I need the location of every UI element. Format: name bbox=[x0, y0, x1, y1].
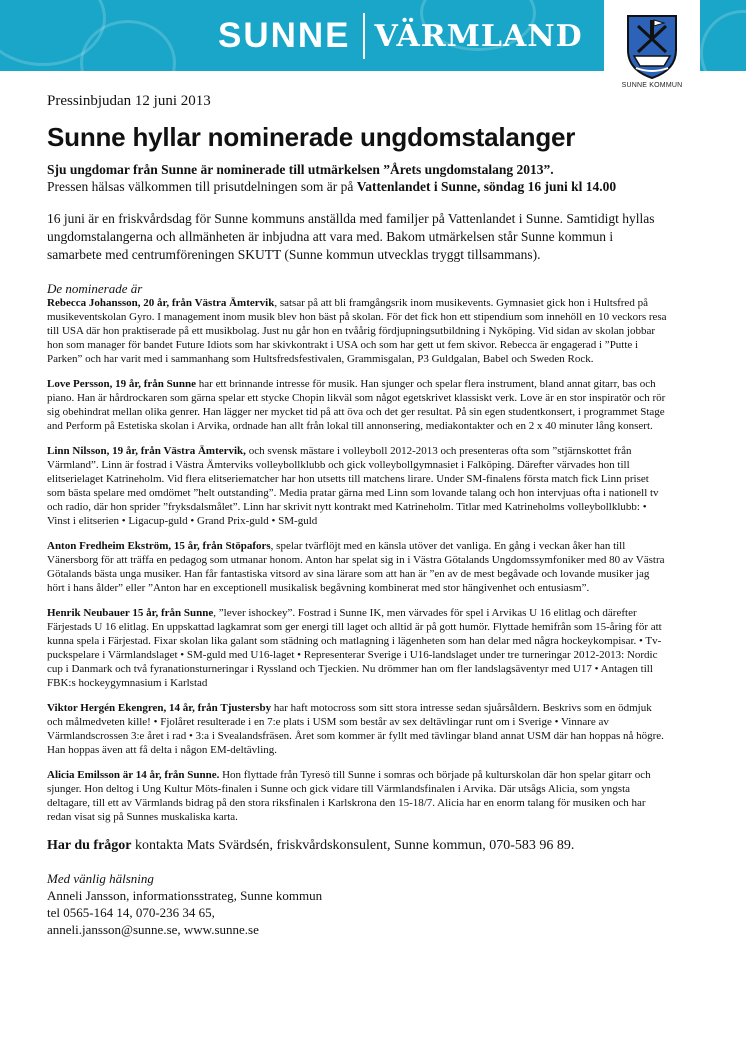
lead-place: Vattenlandet i Sunne, söndag 16 juni kl 14.00 bbox=[356, 179, 617, 194]
nominee-text: har haft motocross som sitt stora intresse sedan sjuårsåldern. Beskrivs som en ödmjuk och målmedveten kille! • Fjolåret resulterade i en 7:e plats i USM som består av sex deltävlingar runt om i Sverige • Vinnare av Värmlandscrossen 3:e året i rad • 3:a i Svealandsfräsen. Året som kommer är fyllt med tävlingar bland annat USM där han hoppas nå högre. Han hoppas även att få delta i någon EM-deltävling. bbox=[47, 702, 664, 756]
logo-caption: SUNNE KOMMUN bbox=[621, 82, 683, 89]
nominee-paragraph bbox=[47, 296, 667, 366]
nominee-name: Alicia Emilsson är 14 år, från Sunne. bbox=[47, 769, 220, 781]
nominee-paragraph bbox=[47, 377, 667, 433]
signature bbox=[47, 870, 667, 938]
brand-divider bbox=[363, 13, 365, 59]
nominee-text: , satsar på att bli framgångsrik inom musikevents. Gymnasiet gick hon i Hultsfred på musikeventskolan Gyro. I management inom musik blev hon bäst på skolan. För det fick hon ett stipendium som innehöll en 10 veckors resa till USA där hon praktiserade på ett musikbolag. Just nu går hon en tvåårig fördjupningsutbildning i Nyköping. Vid sidan av skolan jobbar hon som manager för bandet Future Idiots som har skivkontrakt i USA och som har gett ut fem skivor. Rebecca är engagerad i ”Putte i Parken” och har varit med i sammanhang som Hultsfredsfestivalen, Grammisgalan, P3 Guldgalan, Babel och Sweden Rock. bbox=[47, 297, 667, 365]
nominee-text: och svensk mästare i volleyboll 2012-2013 och presenteras ofta som ”stjärnskottet från Värmland”. Linn är fostrad i Västra Ämterviks volleybollklubb och gick volleybollgymnasiet i Falköping. Därefter värvades hon till elitserielaget Katrineholm. Vid flera elitseriematcher har hon utsetts till matchens lirare. Under SM-finalens första match fick Linn priset som bästa spelare med omdömet ”helt outstanding”. Media pratar gärna med Linn som lovande talang och hon intervjuas ofta i nationell tv och radio, där hon sprider ”fryksdalsmålet”. Linn har skrivit nytt kontrakt med Katrineholm. Titlar med Katrineholms volleybollklubb: • Vinst i elitserien • Ligacup-guld • Grand Prix-guld • SM-guld bbox=[47, 445, 659, 527]
nominee-name: Anton Fredheim Ekström, 15 år, från Stöpafors bbox=[47, 540, 271, 552]
banner-decoration bbox=[700, 10, 746, 71]
brand-varmland: VÄRMLAND bbox=[374, 18, 583, 54]
nominee-name: Linn Nilsson, 19 år, från Västra Ämtervik, bbox=[47, 445, 246, 457]
question-text: kontakta Mats Svärdsén, friskvårdskonsulent, Sunne kommun, 070-583 96 89. bbox=[131, 838, 575, 853]
sign-greeting: Med vänlig hälsning bbox=[47, 871, 154, 886]
brand-sunne: SUNNE bbox=[218, 16, 351, 55]
nominee-paragraph bbox=[47, 606, 667, 690]
municipality-logo bbox=[604, 0, 700, 92]
date-line: Pressinbjudan 12 juni 2013 bbox=[47, 93, 211, 109]
lead-plain: Pressen hälsas välkommen till prisutdelningen som är på bbox=[47, 179, 357, 194]
page-title: Sunne hyllar nominerade ungdomstalanger bbox=[47, 122, 576, 152]
lead-paragraph bbox=[47, 161, 667, 195]
nominee-paragraph bbox=[47, 768, 667, 824]
press-release bbox=[47, 93, 667, 938]
question-bold: Har du frågor bbox=[47, 838, 132, 853]
lead-bold: Sju ungdomar från Sunne är nominerade till utmärkelsen ”Årets ungdomstalang 2013”. bbox=[47, 162, 554, 177]
nominee-name: Love Persson, 19 år, från Sunne bbox=[47, 378, 197, 390]
nominee-name: Rebecca Johansson, 20 år, från Västra Ämtervik bbox=[47, 297, 275, 309]
nominees-heading: De nominerade är bbox=[47, 281, 143, 296]
nominee-name: Viktor Hergén Ekengren, 14 år, från Tjustersby bbox=[47, 702, 272, 714]
nominee-paragraph bbox=[47, 444, 667, 528]
nominee-paragraph bbox=[47, 701, 667, 757]
intro-paragraph: 16 juni är en friskvårdsdag för Sunne kommuns anställda med familjer på Vattenlandet i Sunne. Samtidigt hyllas ungdomstalangerna och allmänheten är inbjudna att vara med. Bakom utmärkelsen står Sunne kommun i samarbete med centrumföreningen SKUTT (Sunne kommun utvecklas tryggt tillsammans). bbox=[47, 211, 655, 262]
nominee-paragraph bbox=[47, 539, 667, 595]
brand-logo bbox=[218, 14, 583, 58]
sign-web: anneli.jansson@sunne.se, www.sunne.se bbox=[47, 922, 259, 937]
coat-of-arms-icon bbox=[624, 12, 680, 80]
nominee-text: har ett brinnande intresse för musik. Han sjunger och spelar flera instrument, bland annat gitarr, bas och piano. Han är hårdrockaren som gärna spelar ett stycke Chopin likväl som något egetskrivet klassiskt verk. Love är en stor inspiratör och rör sig obehindrat mellan olika genrer. Han lägger ner mycket tid på att öva och det ger resultat. På sin egen studentkonsert, i programmet Stage and Perform på Estetiska skolan i Arvika, ordnade han allt från lokal till annonsering, mediakontakter och en 2 x 40 minuter lång konsert. bbox=[47, 378, 666, 432]
sign-phone: tel 0565-164 14, 070-236 34 65, bbox=[47, 905, 215, 920]
sign-name: Anneli Jansson, informationsstrateg, Sunne kommun bbox=[47, 888, 323, 903]
nominee-text: , ”lever ishockey”. Fostrad i Sunne IK, men värvades för spel i Arvikas U 16 elitlag och därefter Färjestads U 16 elitlag. En uppskattad lagkamrat som ger energi till laget och alltid är på gott humör. Flyttade hemifrån som 15-åring för att kunna spela i Färjestad. Fixar skolan lika galant som städning och matlagning i lägenheten som han delar med några hockeykompisar. • Tv-puckspelare i Värmlandslaget • SM-guld med U16-laget • Representerar Sverige i U16-landslaget under tre turneringar 2012-2013: Nordic cup i Danmark och två fyranationsturneringar i Ryssland och Tjeckien. Nu drömmer han om fler landslagsäventyr med U17 • Antagen till FBK:s hockeygymnasium i Karlstad bbox=[47, 607, 662, 689]
nominee-name: Henrik Neubauer 15 år, från Sunne bbox=[47, 607, 214, 619]
contact-paragraph bbox=[47, 838, 667, 854]
nominee-text: , spelar tvärflöjt med en känsla utöver det vanliga. En gång i veckan åker han till Vänersborg för att träffa en pedagog som utmanar honom. Anton har spelat sig in i Västra Götalands Ungdomssymfoniker med 80 av Västra Götalands bästa unga musiker. Han får fantastiska vitsord av sina lärare som att han är ”en av de mest begåvade och lovande musiker jag hört i hans ålder” eller ”Anton har en exceptionell musikalisk begåvning kombinerat med stor hängivenhet och entusiasm”. bbox=[47, 540, 665, 594]
nominee-text: Hon flyttade från Tyresö till Sunne i somras och började på kulturskolan där hon spelar gitarr och sjunger. Hon deltog i Ung Kultur Möts-finalen i Sunne och gick vidare till Värmlandsfinalen i Arvika. Där utsågs Alicia, som yngsta deltagare, till ett av Värmlands bidrag på den stora riksfinalen i Karlskrona den 15-18/7. Alicia har en enorm talang för musiken och har redan visat sig på Sunnes muskaliska karta. bbox=[47, 769, 651, 823]
